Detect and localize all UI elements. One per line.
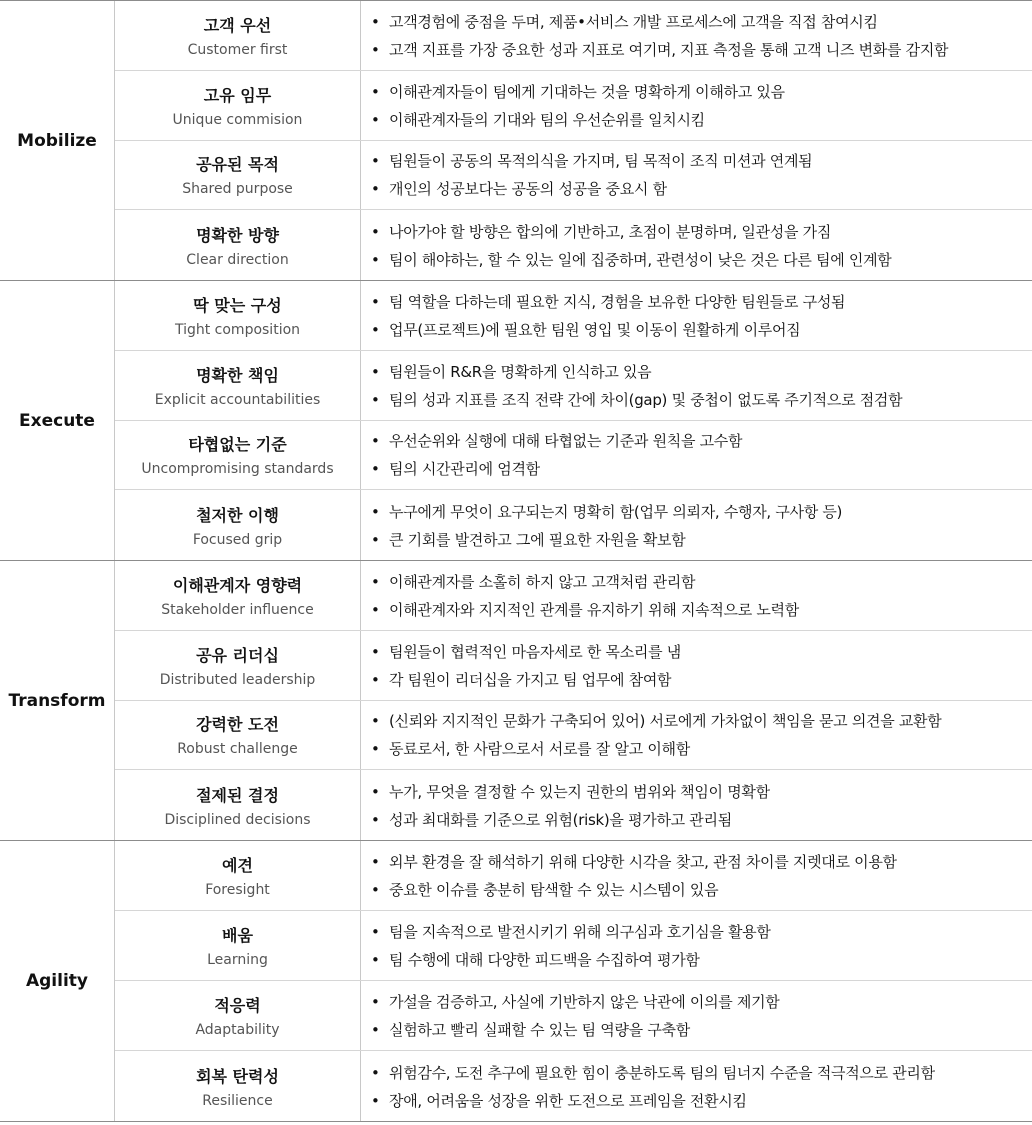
concept-korean: 적응력 (214, 996, 261, 1015)
concept-korean: 예견 (222, 856, 253, 875)
bullet-text: 업무(프로젝트)에 필요한 팀원 영입 및 이동이 원활하게 이루어짐 (389, 320, 801, 339)
table-row (115, 561, 1032, 631)
table-row (115, 1051, 1032, 1121)
bullet-text: 성과 최대화를 기준으로 위험(risk)을 평가하고 관리됨 (389, 810, 732, 829)
bullet-text: 누가, 무엇을 결정할 수 있는지 권한의 범위와 책임이 명확함 (389, 782, 770, 801)
bullet-text: (신뢰와 지지적인 문화가 구축되어 있어) 서로에게 가차없이 책임을 묻고 의견을 교환함 (389, 712, 942, 731)
concept-english: Learning (207, 952, 268, 968)
bullet-item (371, 291, 1032, 312)
bullet-text: 팀원들이 R&R을 명확하게 인식하고 있음 (389, 362, 652, 381)
bullet-item (371, 641, 1032, 662)
bullet-text: 장애, 어려움을 성장을 위한 도전으로 프레임을 전환시킴 (389, 1091, 747, 1110)
bullet-text: 동료로서, 한 사람으로서 서로를 잘 알고 이해함 (389, 740, 690, 759)
concept-english: Stakeholder influence (161, 601, 314, 618)
bullet-item (371, 669, 1032, 690)
bullet-item (371, 430, 1032, 451)
bullet-icon: • (371, 881, 380, 899)
bullet-icon: • (371, 82, 380, 101)
table-row (115, 1, 1032, 71)
bullet-icon: • (371, 222, 380, 241)
table-row (115, 770, 1032, 840)
bullet-icon: • (371, 600, 380, 619)
bullet-item (371, 178, 1032, 199)
group-execute (0, 281, 1032, 561)
bullet-text: 위험감수, 도전 추구에 필요한 힘이 충분하도록 팀의 팀너지 수준을 적극적으로 관리함 (389, 1063, 935, 1082)
table-row (115, 281, 1032, 351)
bullet-icon: • (371, 1063, 380, 1082)
concept-korean: 강력한 도전 (196, 715, 279, 735)
table-row (115, 141, 1032, 211)
concept-korean: 배움 (222, 926, 253, 945)
bullet-text: 팀원들이 협력적인 마음자세로 한 목소리를 냄 (389, 642, 681, 661)
bullet-icon: • (371, 432, 380, 451)
description-cell (361, 141, 1032, 210)
table-row (115, 490, 1032, 560)
bullet-icon: • (371, 320, 380, 339)
table-row (115, 631, 1032, 701)
bullet-icon: • (371, 180, 380, 199)
concept-korean: 철저한 이행 (196, 505, 279, 525)
concept-cell (115, 841, 361, 910)
description-cell (361, 701, 1032, 770)
concept-cell (115, 490, 361, 560)
table-row (115, 981, 1032, 1051)
concept-korean: 고유 임무 (203, 85, 272, 105)
bullet-item (371, 249, 1032, 270)
bullet-text: 팀을 지속적으로 발전시키기 위해 의구심과 호기심을 활용함 (389, 923, 771, 941)
group-transform (0, 561, 1032, 841)
bullet-item (371, 949, 1032, 970)
concept-cell (115, 210, 361, 280)
concept-cell (115, 561, 361, 630)
concept-cell (115, 141, 361, 210)
concept-cell (115, 351, 361, 420)
bullet-icon: • (371, 1091, 380, 1110)
bullet-icon: • (371, 530, 380, 549)
concept-english: Shared purpose (182, 181, 293, 198)
description-cell (361, 981, 1032, 1050)
bullet-text: 팀의 성과 지표를 조직 전략 간에 차이(gap) 및 중첩이 없도록 주기적으로 점검함 (389, 390, 903, 409)
concept-cell (115, 631, 361, 700)
group-rows (115, 1, 1032, 280)
bullet-text: 각 팀원이 리더십을 가지고 팀 업무에 참여함 (389, 670, 672, 689)
bullet-text: 고객경험에 중점을 두며, 제품•서비스 개발 프로세스에 고객을 직접 참여시킴 (389, 12, 878, 31)
bullet-text: 고객 지표를 가장 중요한 성과 지표로 여기며, 지표 측정을 통해 고객 니즈 변화를 감지함 (389, 40, 949, 59)
description-cell (361, 490, 1032, 560)
bullet-item (371, 319, 1032, 340)
concept-cell (115, 1051, 361, 1121)
bullet-text: 누구에게 무엇이 요구되는지 명확히 함(업무 의뢰자, 수행자, 구사항 등) (389, 502, 843, 521)
bullet-icon: • (371, 250, 380, 269)
bullet-icon: • (371, 460, 380, 479)
group-label: Agility (0, 841, 115, 1121)
concept-korean: 회복 탄력성 (196, 1066, 279, 1086)
concept-english: Distributed leadership (159, 671, 316, 688)
description-cell (361, 351, 1032, 420)
bullet-item (371, 501, 1032, 522)
bullet-text: 중요한 이슈를 충분히 탐색할 수 있는 시스템이 있음 (389, 881, 719, 899)
bullet-text: 이해관계자들이 팀에게 기대하는 것을 명확하게 이해하고 있음 (389, 82, 785, 101)
bullet-icon: • (371, 292, 380, 311)
concept-cell (115, 770, 361, 840)
group-label: Execute (0, 281, 115, 560)
bullet-icon: • (371, 670, 380, 689)
bullet-item (371, 39, 1032, 60)
bullet-icon: • (371, 572, 380, 591)
bullet-text: 팀 역할을 다하는데 필요한 지식, 경험을 보유한 다양한 팀원들로 구성됨 (389, 292, 846, 311)
concept-korean: 이해관계자 영향력 (172, 575, 303, 595)
table-row (115, 701, 1032, 771)
group-rows (115, 561, 1032, 840)
bullet-item (371, 1062, 1032, 1083)
bullet-item (371, 150, 1032, 171)
concept-english: Resilience (202, 1092, 273, 1109)
concept-english: Tight composition (174, 321, 301, 338)
bullet-text: 팀원들이 공동의 목적의식을 가지며, 팀 목적이 조직 미션과 연계됨 (389, 152, 813, 171)
group-mobilize (0, 1, 1032, 281)
bullet-item (371, 529, 1032, 550)
table-row (115, 71, 1032, 141)
bullet-text: 외부 환경을 잘 해석하기 위해 다양한 시각을 찾고, 관점 차이를 지렛대로 이용함 (389, 853, 897, 871)
bullet-item (371, 221, 1032, 242)
group-rows (115, 281, 1032, 560)
description-cell (361, 631, 1032, 700)
bullet-item (371, 879, 1032, 900)
bullet-icon: • (371, 810, 380, 829)
concept-english: Explicit accountabilities (154, 391, 321, 408)
bullet-text: 팀 수행에 대해 다양한 피드백을 수집하여 평가함 (389, 951, 700, 969)
bullet-text: 개인의 성공보다는 공동의 성공을 중요시 함 (389, 180, 667, 199)
table-row (115, 210, 1032, 280)
bullet-item (371, 921, 1032, 942)
bullet-item (371, 1090, 1032, 1111)
bullet-icon: • (371, 502, 380, 521)
bullet-text: 가설을 검증하고, 사실에 기반하지 않은 낙관에 이의를 제기함 (389, 993, 780, 1011)
bullet-item (371, 361, 1032, 382)
bullet-item (371, 109, 1032, 130)
bullet-icon: • (371, 110, 380, 129)
bullet-text: 큰 기회를 발견하고 그에 필요한 자원을 확보함 (389, 530, 686, 549)
bullet-icon: • (371, 362, 380, 381)
description-cell (361, 281, 1032, 350)
bullet-text: 실험하고 빨리 실패할 수 있는 팀 역량을 구축함 (389, 1021, 690, 1039)
concept-english: Adaptability (195, 1022, 280, 1038)
group-label: Transform (0, 561, 115, 840)
concept-english: Foresight (205, 882, 270, 898)
description-cell (361, 770, 1032, 840)
concept-cell (115, 981, 361, 1050)
bullet-icon: • (371, 853, 380, 871)
bullet-icon: • (371, 951, 380, 969)
bullet-text: 이해관계자를 소홀히 하지 않고 고객처럼 관리함 (389, 572, 696, 591)
bullet-text: 팀의 시간관리에 엄격함 (389, 460, 540, 479)
concept-korean: 공유된 목적 (196, 155, 279, 175)
table-row (115, 911, 1032, 981)
concept-korean: 공유 리더십 (196, 645, 279, 665)
bullet-item (371, 710, 1032, 731)
bullet-item (371, 11, 1032, 32)
table-row (115, 421, 1032, 491)
concept-english: Robust challenge (177, 741, 298, 758)
table-row (115, 841, 1032, 911)
concept-cell (115, 421, 361, 490)
description-cell (361, 911, 1032, 980)
bullet-item (371, 851, 1032, 872)
table-row (115, 351, 1032, 421)
concept-english: Disciplined decisions (164, 811, 311, 828)
concept-cell (115, 701, 361, 770)
concept-english: Uncompromising standards (141, 461, 334, 478)
bullet-icon: • (371, 1021, 380, 1039)
bullet-icon: • (371, 993, 380, 1011)
bullet-item (371, 738, 1032, 759)
bullet-item (371, 991, 1032, 1012)
description-cell (361, 71, 1032, 140)
bullet-icon: • (371, 12, 380, 31)
concept-korean: 명확한 책임 (196, 365, 279, 385)
description-cell (361, 1051, 1032, 1121)
bullet-item (371, 1019, 1032, 1040)
bullet-item (371, 599, 1032, 620)
concept-english: Clear direction (186, 251, 289, 268)
group-label: Mobilize (0, 1, 115, 280)
bullet-icon: • (371, 642, 380, 661)
bullet-item (371, 458, 1032, 479)
concept-cell (115, 1, 361, 70)
concept-korean: 고객 우선 (203, 15, 272, 35)
description-cell (361, 210, 1032, 280)
concept-cell (115, 71, 361, 140)
concept-english: Customer first (187, 41, 288, 58)
concept-korean: 절제된 결정 (196, 785, 279, 805)
bullet-item (371, 571, 1032, 592)
bullet-text: 이해관계자들의 기대와 팀의 우선순위를 일치시킴 (389, 110, 705, 129)
bullet-icon: • (371, 152, 380, 171)
group-rows (115, 841, 1032, 1121)
bullet-icon: • (371, 40, 380, 59)
bullet-item (371, 781, 1032, 802)
group-agility (0, 841, 1032, 1121)
concept-korean: 타협없는 기준 (188, 435, 287, 455)
bullet-icon: • (371, 782, 380, 801)
concept-korean: 딱 맞는 구성 (193, 295, 282, 315)
description-cell (361, 841, 1032, 910)
bullet-item (371, 81, 1032, 102)
bullet-item (371, 389, 1032, 410)
bullet-text: 이해관계자와 지지적인 관계를 유지하기 위해 지속적으로 노력함 (389, 600, 799, 619)
bullet-text: 나아가야 할 방향은 합의에 기반하고, 초점이 분명하며, 일관성을 가짐 (389, 222, 832, 241)
description-cell (361, 1, 1032, 70)
bullet-item (371, 809, 1032, 830)
description-cell (361, 561, 1032, 630)
concept-korean: 명확한 방향 (196, 225, 279, 245)
concept-cell (115, 911, 361, 980)
bullet-icon: • (371, 712, 380, 731)
description-cell (361, 421, 1032, 490)
bullet-text: 우선순위와 실행에 대해 타협없는 기준과 원칙을 고수함 (389, 432, 743, 451)
bullet-icon: • (371, 740, 380, 759)
concept-cell (115, 281, 361, 350)
bullet-icon: • (371, 390, 380, 409)
bullet-icon: • (371, 923, 380, 941)
concept-english: Focused grip (192, 531, 283, 548)
concept-english: Unique commision (172, 111, 303, 128)
bullet-text: 팀이 해야하는, 할 수 있는 일에 집중하며, 관련성이 낮은 것은 다른 팀에 인계함 (389, 250, 892, 269)
